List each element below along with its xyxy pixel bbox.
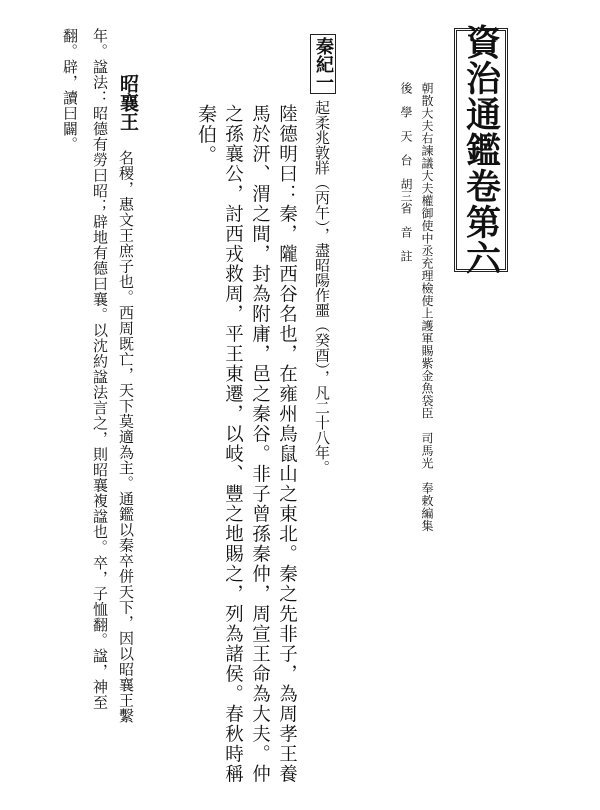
book-title-box (454, 24, 508, 276)
body-column-2: 馬於汧、渭之間，封為附庸，邑之秦谷。非子曾孫秦仲，周宣王命為大夫。仲 (249, 104, 271, 784)
body-column-4: 秦伯。 (195, 104, 217, 166)
body-column-3: 之孫襄公，討西戎救周，平王東遷，以岐、豐之地賜之，列為諸侯。春秋時稱 (222, 104, 244, 784)
author-line-2: 後 學 天 台 胡三省 音 註 (399, 82, 413, 262)
book-title: 資治通鑑卷第六 (460, 24, 502, 276)
author-line-1: 朝散大夫右諫議大夫權御使中丞充理檢使上護軍賜紫金魚袋臣 司馬光 奉敕編集 (420, 82, 434, 532)
note-column-1: 名稷，惠文王庶子也。西周既亡，天下莫適為主。通鑑以秦卒併天下，因以昭襄王繫 (117, 150, 135, 724)
king-title: 昭襄王 (117, 74, 139, 131)
era-line: 起柔兆敦牂（丙午），盡昭陽作噩（癸酉），凡二十八年。 (313, 100, 331, 475)
note-column-2: 年。諡法：昭德有勞曰昭；辟地有德曰襄。以沈約諡法言之，則昭襄複諡也。卒，子恤翻。諡，神至 (91, 28, 109, 710)
chapter-label-box (310, 34, 336, 94)
chapter-label: 秦紀一 (313, 37, 334, 91)
note-column-3: 翻。辟，讀曰闢。 (61, 28, 79, 152)
body-column-1: 陸德明曰：秦，隴西谷名也，在雍州鳥鼠山之東北。秦之先非子，為周孝王養 (276, 104, 298, 784)
